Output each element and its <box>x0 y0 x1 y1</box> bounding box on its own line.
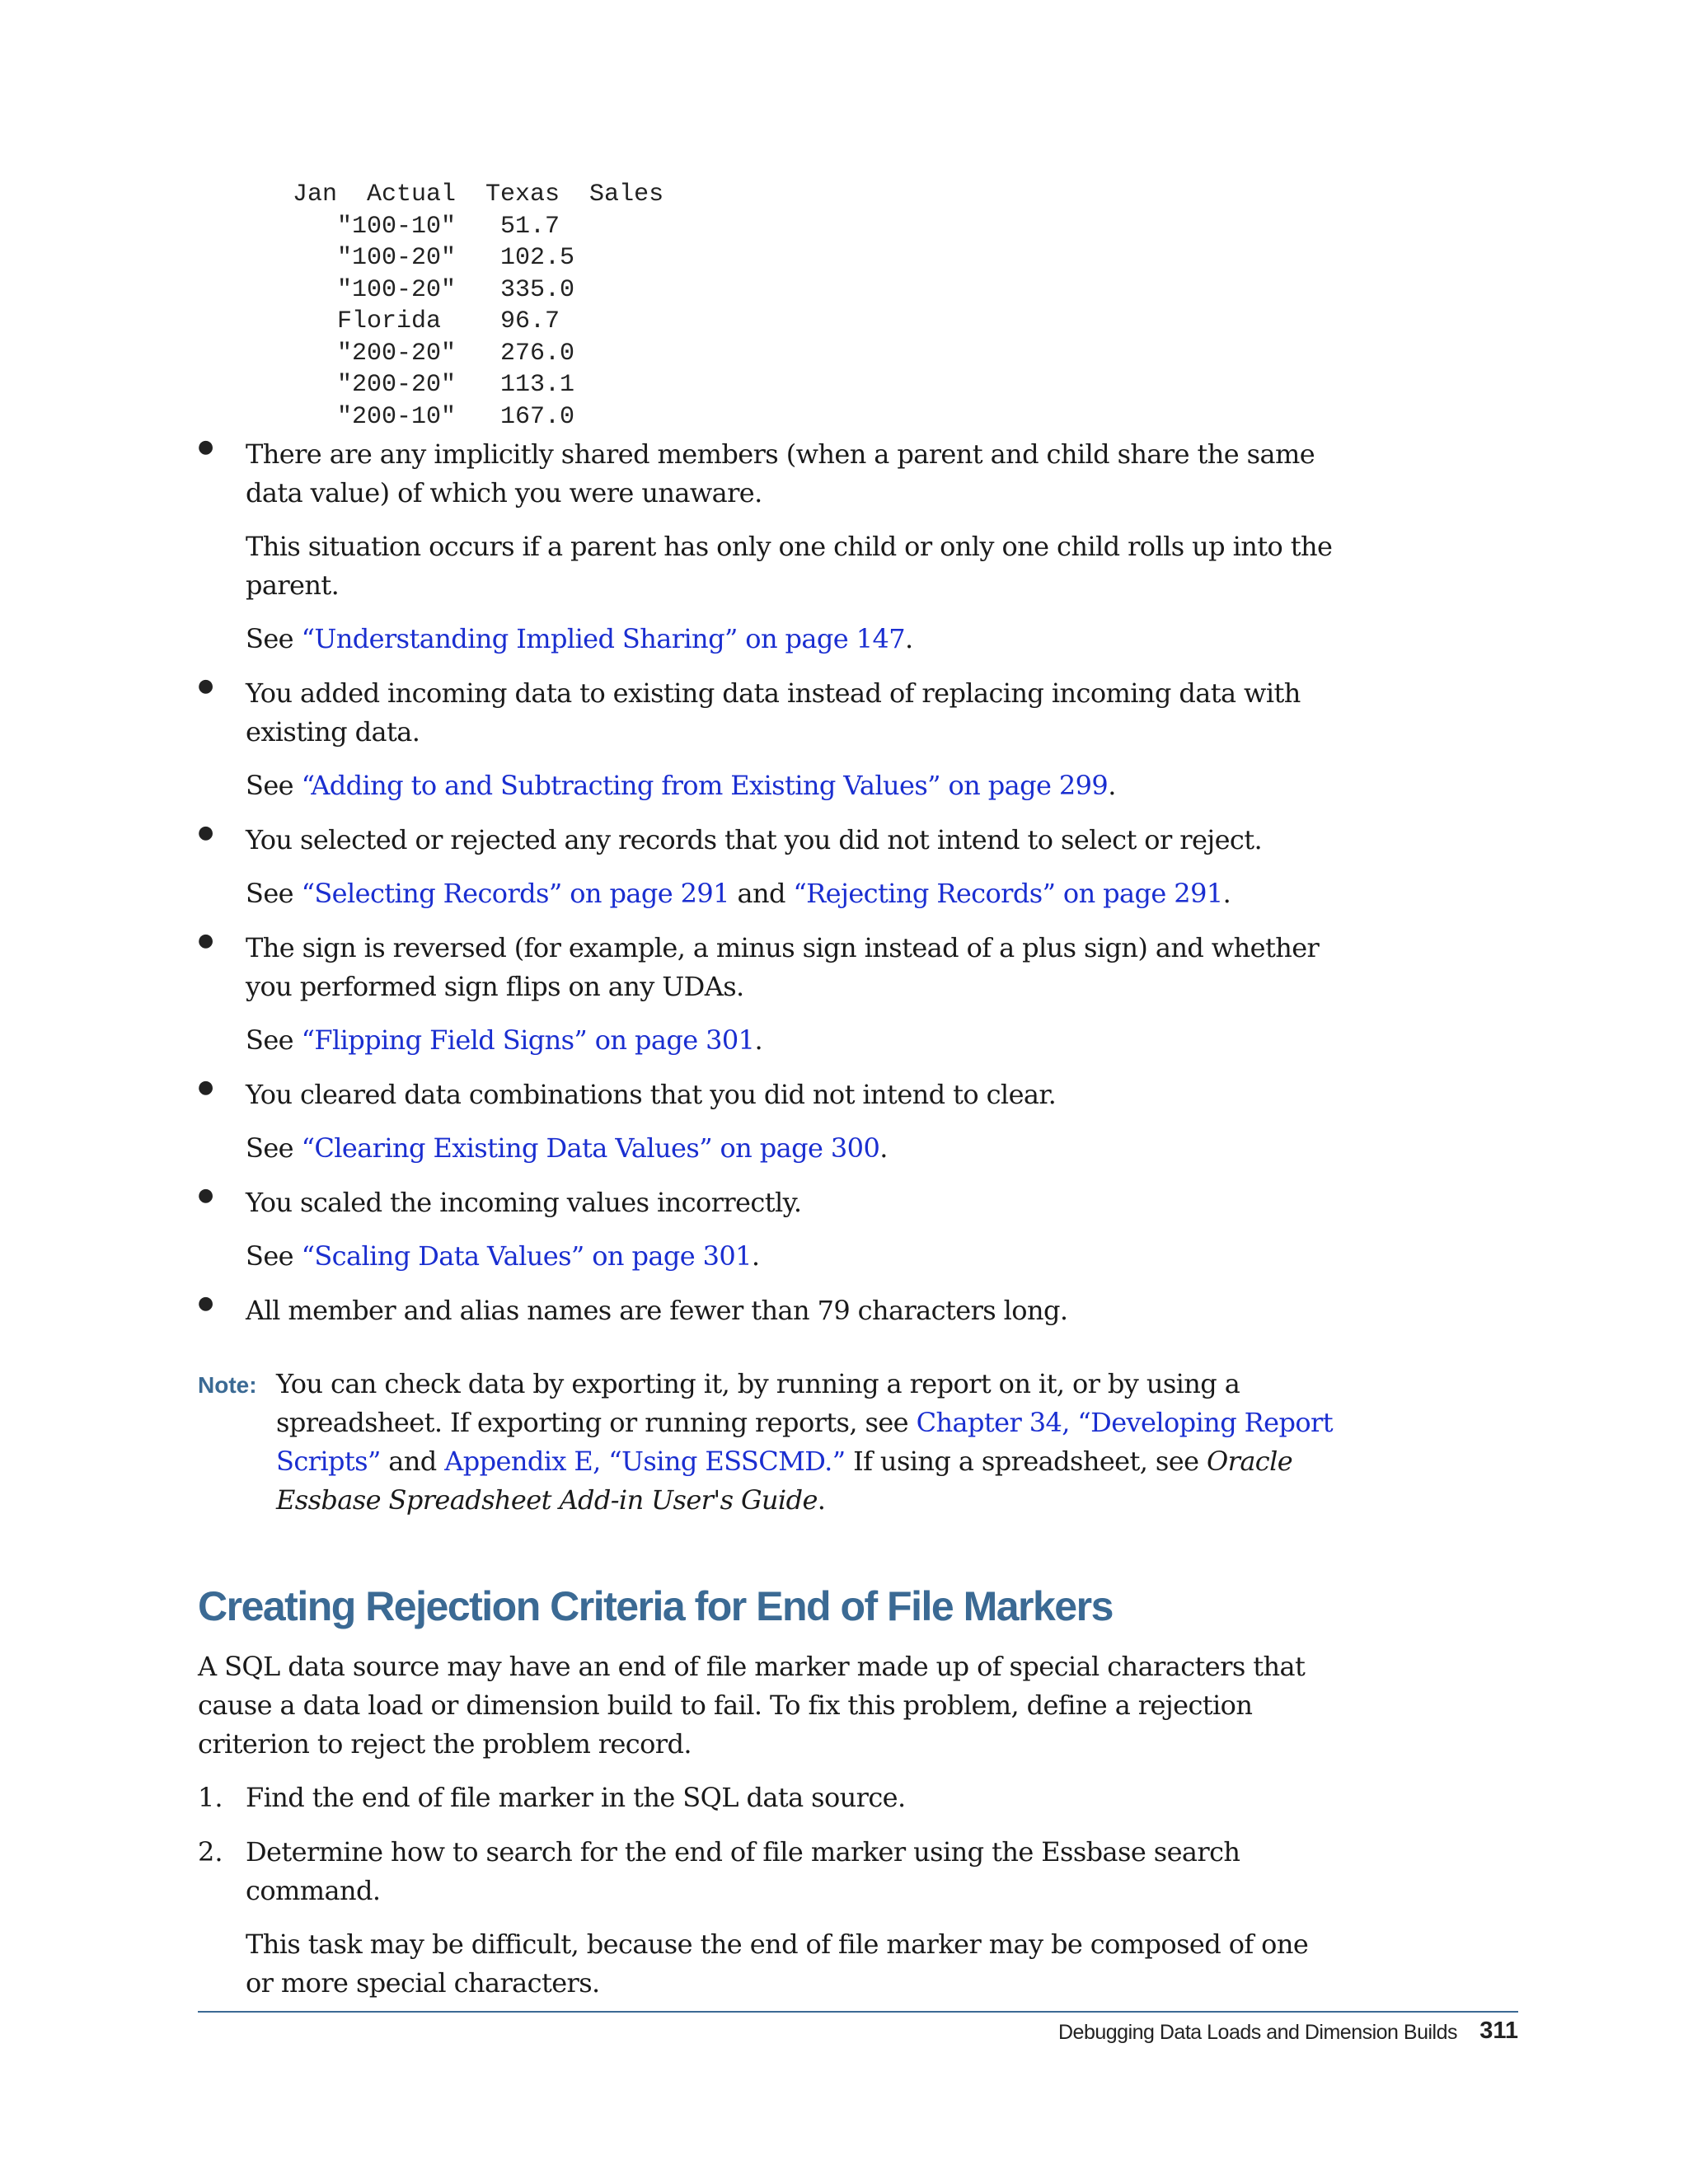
list-item <box>198 821 1335 913</box>
page-number: 311 <box>1479 2018 1518 2044</box>
code-line: "100-10" 51.7 <box>337 212 560 241</box>
list-item-text: ● All member and alias names are fewer than 79 characters long. <box>246 1295 1068 1326</box>
book-title: Oracle Essbase Spreadsheet Add-in User's Guide <box>276 1446 1293 1516</box>
procedure-steps <box>198 1779 1335 2003</box>
code-line: Jan Actual Texas Sales <box>293 180 664 209</box>
step-extra: This task may be difficult, because the end of file marker may be composed of one or more special characters. <box>246 1929 1309 1999</box>
see-reference: See “Adding to and Subtracting from Existing Values” on page 299. <box>246 770 1116 801</box>
cross-reference-link[interactable]: “Adding to and Subtracting from Existing Values” on page 299 <box>301 770 1109 801</box>
note-label: Note: <box>198 1372 257 1398</box>
code-line: "200-10" 167.0 <box>293 402 575 431</box>
list-item-text: ● The sign is reversed (for example, a minus sign instead of a plus sign) and whether you performed sign flips on any UDAs. <box>246 932 1320 1002</box>
cross-reference-link[interactable]: Appendix E, “Using ESSCMD.” <box>444 1446 846 1477</box>
cross-reference-link[interactable]: “Selecting Records” on page 291 <box>301 878 729 909</box>
cross-reference-link[interactable]: “Clearing Existing Data Values” on page 300 <box>301 1132 880 1164</box>
code-line: "200-20" 276.0 <box>337 339 575 368</box>
section-intro: A SQL data source may have an end of file marker made up of special characters that cause a data load or dimension build to fail. To fix this problem, define a rejection criterion to reject the problem record. <box>198 1651 1306 1760</box>
step-item <box>198 1779 1335 1817</box>
cross-reference-link[interactable]: Chapter 34, “Developing Report Scripts” <box>276 1407 1333 1477</box>
list-item-text: ● There are any implicitly shared members (when a parent and child share the same data value) of which you were unaware. <box>246 438 1315 509</box>
footer-divider <box>198 2011 1518 2013</box>
section-heading: Creating Rejection Criteria for End of File Markers <box>198 1583 1113 1629</box>
list-item <box>198 1291 1335 1330</box>
list-item-text: ● You added incoming data to existing data instead of replacing incoming data with existing data. <box>246 677 1301 748</box>
list-item-extra: This situation occurs if a parent has only one child or only one child rolls up into the parent. <box>246 531 1333 601</box>
step-text: Find the end of file marker in the SQL data source. <box>246 1782 906 1813</box>
cross-reference-link[interactable]: “Flipping Field Signs” on page 301 <box>301 1024 755 1056</box>
checklist <box>198 435 1335 1330</box>
cross-reference-link[interactable]: “Rejecting Records” on page 291 <box>793 878 1223 909</box>
step-number: 2. <box>198 1836 223 1868</box>
list-item-text: ● You scaled the incoming values incorrectly. <box>246 1187 802 1218</box>
list-item-text: ● You cleared data combinations that you did not intend to clear. <box>246 1079 1057 1110</box>
note-block <box>198 1365 1335 1520</box>
list-item-text: ● You selected or rejected any records that you did not intend to select or reject. <box>246 824 1263 855</box>
code-line: Florida 96.7 <box>337 307 560 335</box>
step-item <box>198 1833 1335 2003</box>
see-reference: See “Understanding Implied Sharing” on page 147. <box>246 623 913 654</box>
cross-reference-link[interactable]: “Scaling Data Values” on page 301 <box>301 1240 752 1272</box>
step-number: 1. <box>198 1782 223 1813</box>
see-reference: See “Clearing Existing Data Values” on page 300. <box>246 1132 888 1164</box>
list-item <box>198 929 1335 1060</box>
see-reference: See “Flipping Field Signs” on page 301. <box>246 1024 763 1056</box>
cross-reference-link[interactable]: “Understanding Implied Sharing” on page 147 <box>301 623 905 654</box>
code-sample <box>293 179 663 433</box>
see-reference: See “Scaling Data Values” on page 301. <box>246 1240 760 1272</box>
main-content <box>198 435 1335 2018</box>
code-line: "200-20" 113.1 <box>337 371 575 399</box>
running-footer-title: Debugging Data Loads and Dimension Builds <box>1058 2021 1457 2044</box>
code-line: "100-20" 335.0 <box>337 275 575 304</box>
list-item <box>198 674 1335 805</box>
step-text: Determine how to search for the end of file marker using the Essbase search command. <box>246 1836 1240 1906</box>
see-reference: See “Selecting Records” on page 291 and “Rejecting Records” on page 291. <box>246 878 1231 909</box>
note-text: You can check data by exporting it, by running a report on it, or by using a spreadsheet. If exporting or running reports, see Chapter 34, “Developing Report Scripts” and Appendix E, “Using ESSCMD.” If using a spreadsheet, see Oracle Essbase Spreadsheet Add-in User's Guide. <box>276 1368 1333 1516</box>
list-item <box>198 1183 1335 1276</box>
note-body <box>276 1365 1335 1520</box>
list-item <box>198 1076 1335 1168</box>
code-line: "100-20" 102.5 <box>337 244 575 272</box>
list-item <box>198 435 1335 658</box>
